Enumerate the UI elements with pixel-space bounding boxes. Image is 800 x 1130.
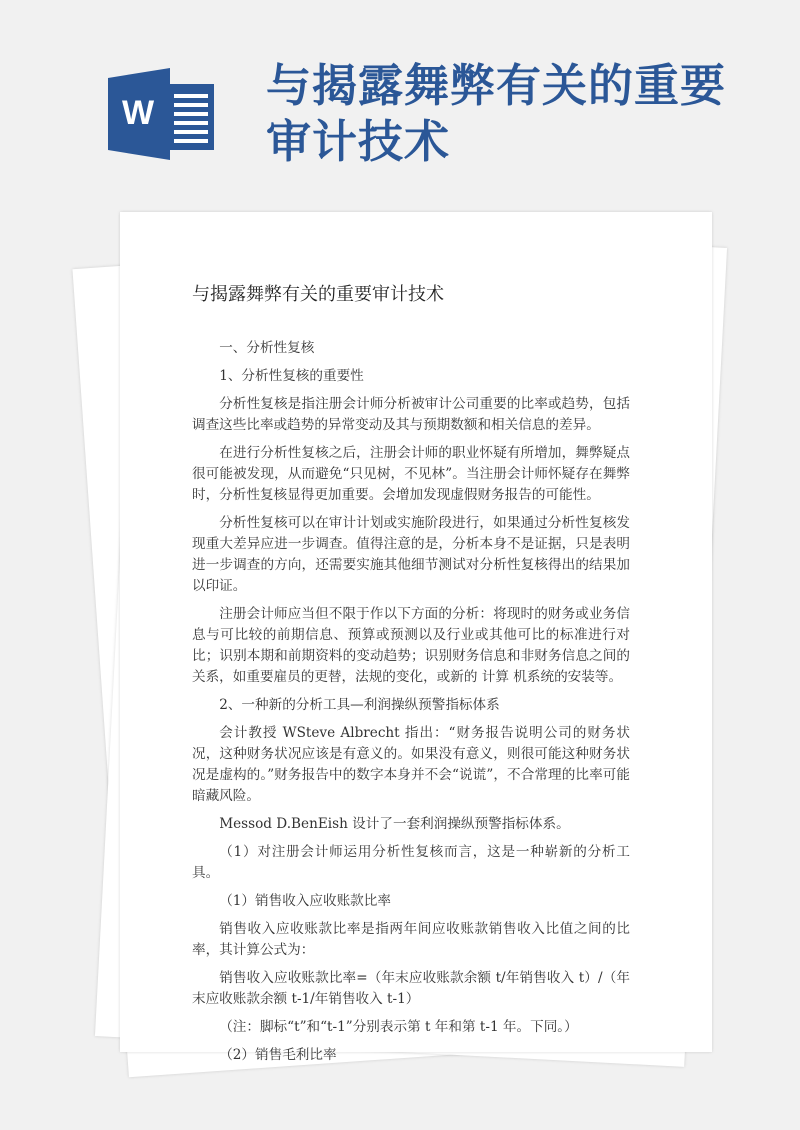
paragraph: （2）销售毛利比率	[219, 1047, 337, 1063]
section-heading: 一、分析性复核	[219, 340, 315, 356]
note: （注：脚标“t”和“t-1”分别表示第 t 年和第 t-1 年。下同。）	[219, 1019, 578, 1035]
formula: 销售收入应收账款比率=（年末应收账款余额 t/年销售收入 t）/（年末应收账款余额 t-1/年销售收入 t-1）	[192, 970, 630, 1007]
subsection-heading: 1、分析性复核的重要性	[219, 368, 364, 384]
paragraph: 注册会计师应当但不限于作以下方面的分析：将现时的财务或业务信息与可比较的前期信息、预算或预测以及行业或其他可比的标准进行对比；识别本期和前期资料的变动趋势；识别财务信息和非财务信息之间的关系，如重要雇员的更替，法规的变化，或新的 计算 机系统的安装等。	[192, 606, 630, 685]
paragraph: （1）对注册会计师运用分析性复核而言，这是一种崭新的分析工具。	[192, 844, 630, 881]
paragraph: 销售收入应收账款比率是指两年间应收账款销售收入比值之间的比率，其计算公式为：	[192, 921, 630, 958]
paragraph: 分析性复核可以在审计计划或实施阶段进行，如果通过分析性复核发现重大差异应进一步调查。值得注意的是，分析本身不是证据，只是表明进一步调查的方向，还需要实施其他细节测试对分析性复核得出的结果加以印证。	[192, 515, 630, 594]
paragraph: （1）销售收入应收账款比率	[219, 893, 391, 909]
document-title: 与揭露舞弊有关的重要审计技术	[192, 284, 444, 305]
paragraph: 在进行分析性复核之后，注册会计师的职业怀疑有所增加，舞弊疑点很可能被发现，从而避免“只见树，不见林”。当注册会计师怀疑存在舞弊时，分析性复核显得更加重要。会增加发现虚假财务报告的可能性。	[192, 445, 630, 503]
svg-text:W: W	[121, 94, 155, 132]
document-body	[192, 282, 630, 1073]
paragraph: 会计教授 WSteve Albrecht 指出：“财务报告说明公司的财务状况，这种财务状况应该是有意义的。如果没有意义，则很可能这种财务状况是虚构的。”财务报告中的数字本身并不会“说谎”，不合常理的比率可能暗藏风险。	[192, 725, 630, 804]
hero-title: 与揭露舞弊有关的重要审计技术	[266, 59, 727, 168]
paragraph: Messod D.BenEish 设计了一套利润操纵预警指标体系。	[219, 816, 570, 832]
word-document-icon	[108, 68, 218, 160]
paragraph: 分析性复核是指注册会计师分析被审计公司重要的比率或趋势，包括调查这些比率或趋势的异常变动及其与预期数额和相关信息的差异。	[192, 396, 630, 433]
subsection-heading: 2、一种新的分析工具—利润操纵预警指标体系	[219, 697, 500, 713]
